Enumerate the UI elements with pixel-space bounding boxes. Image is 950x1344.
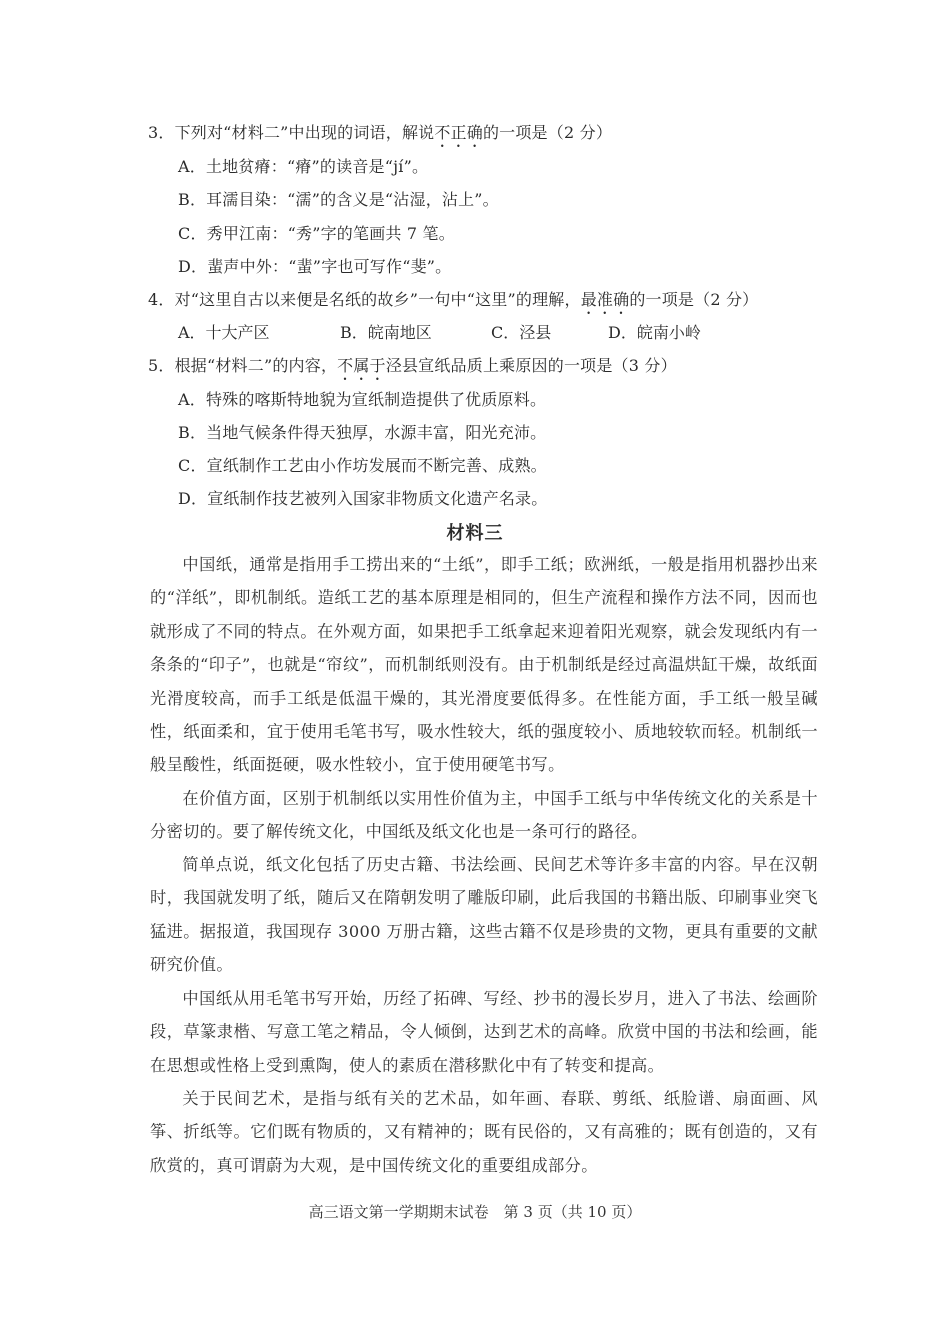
question-5-option-d: D．宣纸制作技艺被列入国家非物质文化遗产名录。 bbox=[178, 489, 548, 508]
material-3-paragraph-4: 中国纸从用毛笔书写开始，历经了拓碑、写经、抄书的漫长岁月，进入了书法、绘画阶段，草篆隶楷、写意工笔之精品，令人倾倒，达到艺术的高峰。欣赏中国的书法和绘画，能在思想或性格上受到熏陶，使人的素质在潜移默化中有了转变和提高。 bbox=[150, 989, 818, 1075]
material-3-paragraph-2: 在价值方面，区别于机制纸以实用性价值为主，中国手工纸与中华传统文化的关系是十分密切的。要了解传统文化，中国纸及纸文化也是一条可行的路径。 bbox=[150, 789, 818, 842]
question-5-score: 泾县宣纸品质上乘原因的一项是（3 分） bbox=[385, 356, 677, 375]
question-4-option-a: A．十大产区 bbox=[178, 323, 270, 342]
question-4-emphasis: 最准确 bbox=[580, 290, 630, 309]
question-5-option-c: C．宣纸制作工艺由小作坊发展而不断完善、成熟。 bbox=[178, 456, 547, 475]
question-4-stem-text: 4．对“这里自古以来便是名纸的故乡”一句中“这里”的理解， bbox=[148, 290, 581, 309]
question-5-emphasis: 不属于 bbox=[337, 356, 386, 375]
question-4-stem bbox=[148, 289, 758, 318]
question-3-stem-text: 3．下列对“材料二”中出现的词语，解说 bbox=[148, 123, 435, 142]
question-3-emphasis: 不正确 bbox=[434, 123, 483, 142]
material-3-title: 材料三 bbox=[446, 523, 504, 544]
question-4-score: 的一项是（2 分） bbox=[629, 290, 759, 309]
question-5-stem bbox=[148, 355, 677, 384]
page-footer: 高三语文第一学期期末试卷 第 3 页（共 10 页） bbox=[308, 1203, 642, 1221]
question-4-option-d: D．皖南小岭 bbox=[608, 323, 701, 342]
question-4-option-b: B．皖南地区 bbox=[340, 323, 432, 342]
material-3-paragraph-1: 中国纸，通常是指用手工捞出来的“土纸”，即手工纸；欧洲纸，一般是指用机器抄出来的“洋纸”，即机制纸。造纸工艺的基本原理是相同的，但生产流程和操作方法不同，因而也就形成了不同的特点。在外观方面，如果把手工纸拿起来迎着阳光观察，就会发现纸内有一条条的“印子”，也就是“帘纹”，而机制纸则没有。由于机制纸是经过高温烘缸干燥，故纸面光滑度较高，而手工纸是低温干燥的，其光滑度要低得多。在性能方面，手工纸一般呈碱性，纸面柔和，宜于使用毛笔书写，吸水性较大，纸的强度较小、质地较软而轻。机制纸一般呈酸性，纸面挺硬，吸水性较小，宜于使用硬笔书写。 bbox=[150, 555, 818, 775]
question-5-option-b: B．当地气候条件得天独厚，水源丰富，阳光充沛。 bbox=[178, 423, 547, 442]
material-3-paragraph-3: 简单点说，纸文化包括了历史古籍、书法绘画、民间艺术等许多丰富的内容。早在汉朝时，我国就发明了纸，随后又在隋朝发明了雕版印刷，此后我国的书籍出版、印刷事业突飞猛进。据报道，我国现存 3000 万册古籍，这些古籍不仅是珍贵的文物，更具有重要的文献研究价值。 bbox=[150, 855, 818, 975]
question-4-options bbox=[178, 322, 738, 344]
question-5-option-a: A．特殊的喀斯特地貌为宣纸制造提供了优质原料。 bbox=[178, 390, 547, 409]
question-3-option-b: B．耳濡目染：“濡”的含义是“沾湿，沾上”。 bbox=[178, 190, 499, 209]
question-5-stem-text: 5．根据“材料二”的内容， bbox=[148, 356, 338, 375]
question-3-stem bbox=[148, 122, 612, 151]
question-3-option-c: C．秀甲江南：“秀”字的笔画共 7 笔。 bbox=[178, 224, 455, 243]
question-3-score: 的一项是（2 分） bbox=[482, 123, 613, 142]
question-4-option-c: C．泾县 bbox=[491, 323, 552, 342]
question-3-option-d: D．蜚声中外：“蜚”字也可写作“斐”。 bbox=[178, 257, 452, 276]
question-3-option-a: A．土地贫瘠：“瘠”的读音是“jí”。 bbox=[178, 157, 429, 176]
material-3-paragraph-5: 关于民间艺术，是指与纸有关的艺术品，如年画、春联、剪纸、纸脸谱、扇面画、风筝、折纸等。它们既有物质的，又有精神的；既有民俗的，又有高雅的；既有创造的，又有欣赏的，真可谓蔚为大观，是中国传统文化的重要组成部分。 bbox=[150, 1089, 818, 1175]
